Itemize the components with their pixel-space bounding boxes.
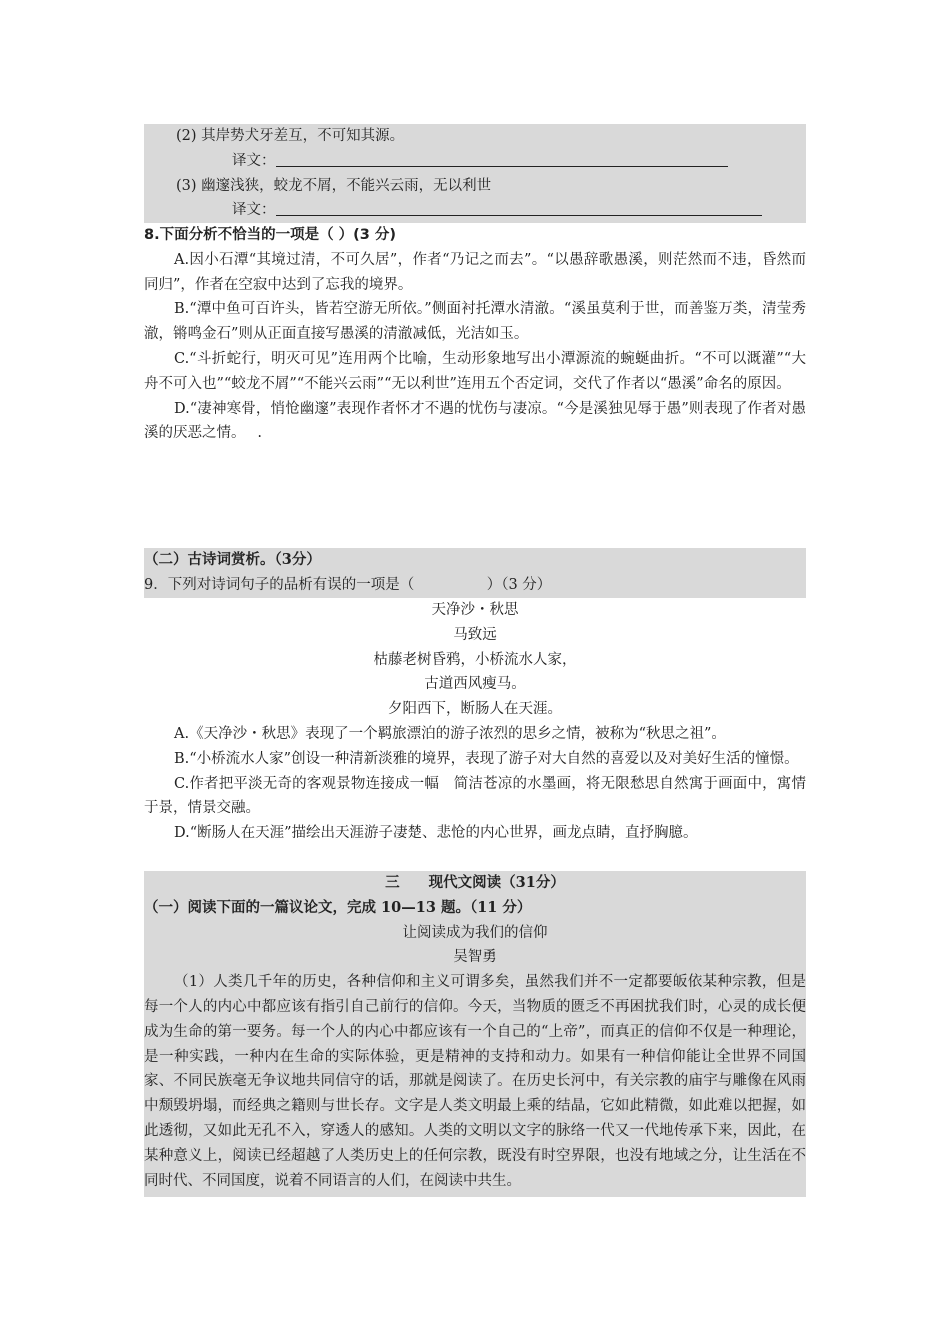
q9-block [144,598,806,846]
q9-option-c: C.作者把平淡无奇的客观景物连接成一幅 简洁苍凉的水墨画，将无限愁思自然寓于画面中，寓情于景，情景交融。 [144,775,806,817]
article-author: 吴智勇 [453,949,497,966]
q7-yiwen-label-2: 译文： [232,152,276,169]
q9-option-b: B.“小桥流水人家”创设一种清新淡雅的境界，表现了游子对大自然的喜爱以及对美好生活的憧憬。 [174,750,799,767]
poem-line-1: 枯藤老树昏鸦，小桥流水人家， [373,651,577,668]
section3-block [144,871,806,1197]
section2-header-block [144,548,806,598]
article-paragraph-1: （1）人类几千年的历史，各种信仰和主义可谓多矣，虽然我们并不一定都要皈依某种宗教，但是每一个人的内心中都应该有指引自己前行的信仰。今天，当物质的匮乏不再困扰我们时，心灵的成长便成为生命的第一要务。每一个人的内心中都应该有一个自己的“上帝”，而真正的信仰不仅是一种理论，是一种实践，一种内在生命的实际体验，更是精神的支持和动力。如果有一种信仰能让全世界不同国家、不同民族毫无争议地共同信守的话，那就是阅读了。在历史长河中，有关宗教的庙宇与雕像在风雨中颓毁坍塌，而经典之籍则与世长存。文字是人类文明最上乘的结晶，它如此精微，如此难以把握，如此透彻，又如此无孔不入，穿透人的感知。人类的文明以文字的脉络一代又一代地传承下来，因此，在某种意义上，阅读已经超越了人类历史上的任何宗教，既没有时空界限，也没有地域之分，让生活在不同时代、不同国度，说着不同语言的人们，在阅读中共生。 [144,974,806,1189]
q9-option-d: D.“断肠人在天涯”描绘出天涯游子凄楚、悲怆的内心世界，画龙点睛，直抒胸臆。 [174,825,698,842]
poem-author: 马致远 [453,626,497,643]
article-title: 让阅读成为我们的信仰 [402,924,548,941]
poem-line-3: 夕阳西下，断肠人在天涯。 [388,701,562,718]
q7-yiwen-label-3: 译文： [232,202,276,219]
q7-answer-blank-2[interactable] [276,152,728,167]
q7-answer-blank-3[interactable] [276,201,762,216]
q7-answer-2[interactable] [144,149,806,174]
q9-title: 9．下列对诗词句子的品析有误的一项是（ ）（3 分） [144,576,552,593]
q8-title: 8.下面分析不恰当的一项是（ ）(3 分) [144,227,397,243]
q7-item-3: (3) 幽邃浅狭，蛟龙不屑，不能兴云雨，无以利世 [176,177,492,194]
poem-title: 天净沙・秋思 [431,602,519,618]
q9-option-a: A.《天净沙・秋思》表现了一个羁旅漂泊的游子浓烈的思乡之情，被称为“秋思之祖”。 [174,725,726,742]
q7-translation-block [144,124,806,223]
q8-option-b: B.“潭中鱼可百许头，皆若空游无所依。”侧面衬托潭水清澈。“溪虽莫利于世，而善鉴万类，清莹秀澈，锵鸣金石”则从正面直接写愚溪的清澈减低，光洁如玉。 [144,301,806,343]
q7-answer-3[interactable] [144,198,806,223]
q8-option-a: A.因小石潭“其境过清，不可久居”，作者“乃记之而去”。“以愚辞歌愚溪，则茫然而不违，昏然而同归”，作者在空寂中达到了忘我的境界。 [144,251,806,293]
q8-block [144,223,806,446]
poem-line-2: 古道西风瘦马。 [424,676,526,693]
q8-option-d: D.“凄神寒骨，悄怆幽邃”表现作者怀才不遇的忧伤与凄凉。“今是溪独见辱于愚”则表现了作者对愚溪的厌恶之情。 . [144,400,806,442]
section3-subheading: （一）阅读下面的一篇议论文，完成 10—13 题。（11 分） [144,898,532,916]
q8-option-c: C.“斗折蛇行，明灭可见”连用两个比喻，生动形象地写出小潭源流的蜿蜒曲折。“不可以溉灌”“大舟不可入也”“蛟龙不屑”“不能兴云雨”“无以利世”连用五个否定词，交代了作者以“愚溪”命名的原因。 [144,350,806,392]
q7-item-2: (2) 其岸势犬牙差互，不可知其源。 [176,128,405,144]
section3-heading: 三 现代文阅读（31分） [385,874,565,891]
section2-heading: （二）古诗词赏析。（3分） [144,551,321,568]
